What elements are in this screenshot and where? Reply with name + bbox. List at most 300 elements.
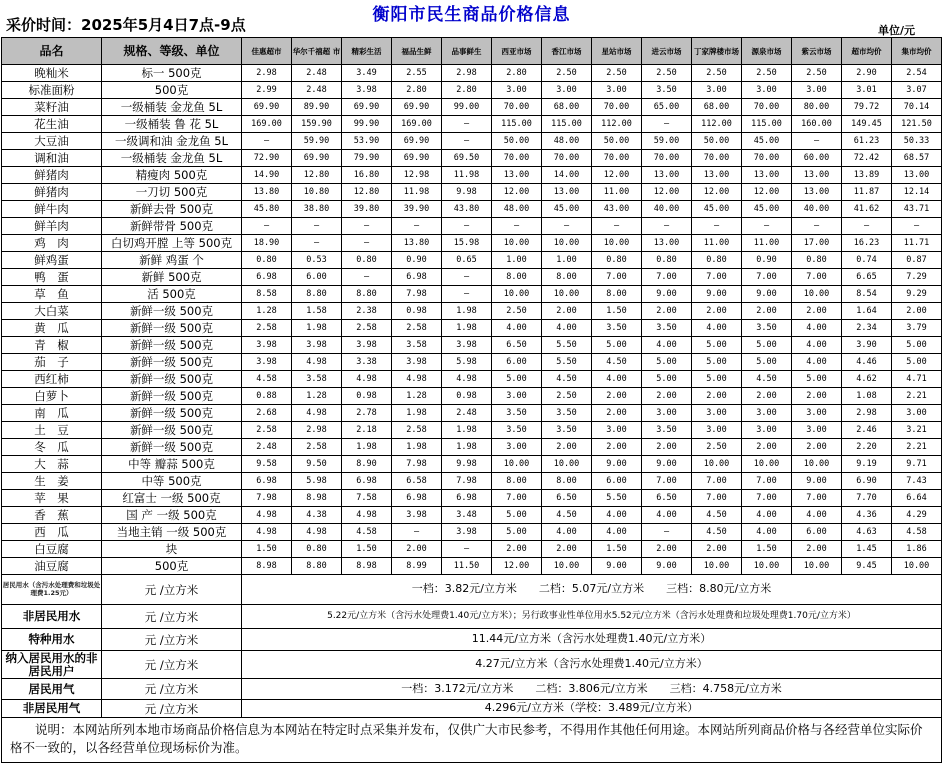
price-cell: – [692, 218, 742, 235]
price-cell: – [642, 524, 692, 541]
price-cell: 5.00 [692, 354, 742, 371]
price-cell: 2.98 [442, 65, 492, 82]
price-cell: 7.58 [342, 490, 392, 507]
price-cell: 4.00 [692, 320, 742, 337]
price-cell: 5.98 [442, 354, 492, 371]
price-cell: 69.90 [292, 150, 342, 167]
product-name-cell: 鲜猪肉 [2, 167, 102, 184]
col-header-store: 超市均价 [842, 38, 892, 65]
price-cell: 2.58 [242, 422, 292, 439]
price-cell: 2.18 [342, 422, 392, 439]
price-cell: 3.00 [492, 439, 542, 456]
price-cell: 2.48 [442, 405, 492, 422]
price-cell: 4.00 [742, 507, 792, 524]
price-cell: 2.00 [542, 541, 592, 558]
price-cell: 59.90 [292, 133, 342, 150]
product-row [2, 269, 942, 286]
price-cell: 4.98 [292, 354, 342, 371]
product-row [2, 456, 942, 473]
price-cell: 9.98 [442, 456, 492, 473]
price-cell: 3.98 [292, 337, 342, 354]
price-cell: 0.98 [442, 388, 492, 405]
price-cell: 13.00 [742, 167, 792, 184]
product-name-cell: 西 瓜 [2, 524, 102, 541]
price-cell: 2.98 [292, 422, 342, 439]
product-spec-cell: 新鲜一级 500克 [102, 371, 242, 388]
col-header-store: 进云市场 [642, 38, 692, 65]
price-cell: 4.98 [392, 371, 442, 388]
price-cell: 70.00 [592, 150, 642, 167]
price-cell: 4.98 [442, 371, 492, 388]
price-cell: – [242, 133, 292, 150]
product-name-cell: 黄 瓜 [2, 320, 102, 337]
price-cell: 6.50 [492, 337, 542, 354]
price-cell: 48.00 [542, 133, 592, 150]
price-cell: 0.80 [692, 252, 742, 269]
price-cell: 41.62 [842, 201, 892, 218]
price-cell: 2.50 [492, 303, 542, 320]
price-cell: 0.80 [642, 252, 692, 269]
product-spec-cell: 新鲜 500克 [102, 269, 242, 286]
price-cell: 2.55 [392, 65, 442, 82]
price-cell: 79.90 [342, 150, 392, 167]
price-cell: 4.46 [842, 354, 892, 371]
product-row [2, 354, 942, 371]
price-cell: 1.28 [242, 303, 292, 320]
col-header-store: 西亚市场 [492, 38, 542, 65]
price-cell: 99.90 [342, 116, 392, 133]
price-cell: 1.98 [392, 405, 442, 422]
product-spec-cell: 新鲜一级 500克 [102, 422, 242, 439]
price-cell: 14.90 [242, 167, 292, 184]
utility-value-cell: 4.296元/立方米（学校：3.489元/立方米） [242, 700, 942, 718]
price-cell: 2.00 [642, 541, 692, 558]
price-cell: 7.98 [392, 286, 442, 303]
price-cell: 3.49 [342, 65, 392, 82]
product-name-cell: 鲜猪肉 [2, 184, 102, 201]
price-cell: 1.98 [292, 320, 342, 337]
price-cell: 3.98 [342, 82, 392, 99]
price-cell: 4.50 [542, 507, 592, 524]
price-cell: 13.00 [542, 184, 592, 201]
price-cell: 3.00 [892, 405, 942, 422]
price-cell: 40.00 [642, 201, 692, 218]
price-cell: 61.23 [842, 133, 892, 150]
price-cell: 3.50 [542, 405, 592, 422]
price-cell: 69.90 [342, 99, 392, 116]
price-time-label: 采价时间：2025年5月4日7点-9点 [6, 16, 246, 34]
product-row [2, 507, 942, 524]
price-cell: 1.98 [392, 439, 442, 456]
price-cell: 5.00 [742, 337, 792, 354]
price-cell: 50.33 [892, 133, 942, 150]
price-cell: 0.88 [242, 388, 292, 405]
utility-unit-cell: 元 /立方米 [102, 679, 242, 700]
price-cell: 7.70 [842, 490, 892, 507]
price-cell: 3.58 [392, 337, 442, 354]
price-cell: 6.00 [292, 269, 342, 286]
product-name-cell: 生 姜 [2, 473, 102, 490]
price-cell: 39.90 [392, 201, 442, 218]
price-cell: 5.00 [492, 371, 542, 388]
price-cell: 10.00 [542, 286, 592, 303]
price-cell: 1.50 [342, 541, 392, 558]
price-cell: 3.98 [392, 354, 442, 371]
price-cell: – [842, 218, 892, 235]
price-cell: 1.86 [892, 541, 942, 558]
price-cell: 6.00 [492, 354, 542, 371]
price-cell: 4.36 [842, 507, 892, 524]
price-cell: 50.00 [492, 133, 542, 150]
price-cell: 6.98 [392, 269, 442, 286]
utility-unit-cell: 元 /立方米 [102, 575, 242, 605]
price-cell: 10.00 [792, 286, 842, 303]
price-cell: 60.00 [792, 150, 842, 167]
price-cell: 11.71 [892, 235, 942, 252]
product-spec-cell: 中等 500克 [102, 473, 242, 490]
price-cell: 10.00 [742, 456, 792, 473]
utility-unit-cell: 元 /立方米 [102, 651, 242, 679]
price-cell: — [442, 133, 492, 150]
price-cell: 12.00 [492, 184, 542, 201]
price-table [1, 37, 942, 718]
utility-value-cell: 一档：3.172元/立方米 二档：3.806元/立方米 三档：4.758元/立方米 [242, 679, 942, 700]
product-row [2, 252, 942, 269]
price-cell: 2.00 [692, 541, 742, 558]
price-cell: 3.00 [492, 388, 542, 405]
price-cell: 18.90 [242, 235, 292, 252]
price-cell: 3.00 [792, 422, 842, 439]
price-cell: 69.50 [442, 150, 492, 167]
price-cell: 6.98 [442, 490, 492, 507]
price-cell: 5.50 [542, 354, 592, 371]
price-cell: 0.98 [342, 388, 392, 405]
page-title: 衡阳市民生商品价格信息 [372, 5, 571, 25]
price-cell: 6.98 [242, 269, 292, 286]
price-cell: 3.07 [892, 82, 942, 99]
product-row [2, 167, 942, 184]
price-cell: 10.00 [742, 558, 792, 575]
col-header-store: 紫云市场 [792, 38, 842, 65]
price-cell: 4.98 [242, 507, 292, 524]
price-cell: 2.58 [392, 422, 442, 439]
price-cell: 45.00 [542, 201, 592, 218]
product-name-cell: 鲜鸡蛋 [2, 252, 102, 269]
price-cell: 0.53 [292, 252, 342, 269]
price-cell: 3.98 [392, 507, 442, 524]
price-cell: 12.00 [592, 167, 642, 184]
price-cell: 13.00 [892, 167, 942, 184]
price-cell: 1.98 [342, 439, 392, 456]
price-cell: 3.50 [542, 422, 592, 439]
price-cell: 45.80 [242, 201, 292, 218]
utility-row [2, 700, 942, 718]
product-spec-cell: 500克 [102, 82, 242, 99]
price-cell: 0.80 [242, 252, 292, 269]
price-cell: 70.00 [492, 150, 542, 167]
price-cell: 4.62 [842, 371, 892, 388]
price-cell: 0.80 [592, 252, 642, 269]
price-cell: 8.99 [392, 558, 442, 575]
unit-label: 单位/元 [877, 24, 915, 37]
price-cell: 4.98 [242, 524, 292, 541]
utility-value-cell: 11.44元/立方米（含污水处理费1.40元/立方米） [242, 629, 942, 651]
price-cell: 2.00 [642, 303, 692, 320]
product-row [2, 490, 942, 507]
product-spec-cell: 标一 500克 [102, 65, 242, 82]
col-header-store: 集市均价 [892, 38, 942, 65]
col-header-store: 福品生鲜 [392, 38, 442, 65]
price-cell: 8.90 [342, 456, 392, 473]
utility-row [2, 679, 942, 700]
price-cell: 0.80 [342, 252, 392, 269]
price-cell: 6.58 [392, 473, 442, 490]
price-cell: 12.00 [492, 558, 542, 575]
price-cell: 70.00 [742, 150, 792, 167]
product-spec-cell: 新鲜一级 500克 [102, 303, 242, 320]
price-cell: – [392, 218, 442, 235]
product-name-cell: 青 椒 [2, 337, 102, 354]
price-cell: 2.00 [592, 405, 642, 422]
price-cell: 11.50 [442, 558, 492, 575]
disclaimer-box [1, 718, 942, 763]
product-spec-cell: 国 产 一级 500克 [102, 507, 242, 524]
col-header-product: 品名 [2, 38, 102, 65]
price-cell: 12.80 [292, 167, 342, 184]
price-cell: 12.00 [642, 184, 692, 201]
price-cell: 1.00 [492, 252, 542, 269]
price-cell: 3.21 [892, 422, 942, 439]
price-cell: 0.87 [892, 252, 942, 269]
price-cell: – [342, 235, 392, 252]
price-cell: 2.50 [742, 65, 792, 82]
price-cell: 59.00 [642, 133, 692, 150]
price-cell: 3.00 [792, 405, 842, 422]
price-cell: 79.72 [842, 99, 892, 116]
price-cell: 2.99 [242, 82, 292, 99]
price-cell: 2.50 [792, 65, 842, 82]
price-cell: – [292, 218, 342, 235]
col-header-store: 华尔千禧超 市 [292, 38, 342, 65]
price-cell: 2.00 [792, 541, 842, 558]
product-spec-cell: 新鲜一级 500克 [102, 439, 242, 456]
price-cell: 69.90 [392, 99, 442, 116]
product-spec-cell: 活 500克 [102, 286, 242, 303]
price-cell: 2.20 [842, 439, 892, 456]
price-cell: 10.00 [542, 558, 592, 575]
product-row [2, 133, 942, 150]
price-cell: 0.80 [292, 541, 342, 558]
price-cell: 4.00 [792, 337, 842, 354]
price-cell: 80.00 [792, 99, 842, 116]
price-cell: 2.48 [242, 439, 292, 456]
price-cell: 7.00 [692, 269, 742, 286]
product-row [2, 524, 942, 541]
product-row [2, 405, 942, 422]
price-cell: 3.00 [692, 405, 742, 422]
price-cell: 4.00 [742, 524, 792, 541]
price-cell: 4.58 [242, 371, 292, 388]
price-cell: 2.58 [392, 320, 442, 337]
price-cell: 16.80 [342, 167, 392, 184]
price-cell: 2.00 [792, 388, 842, 405]
price-cell: 6.00 [792, 524, 842, 541]
col-header-store: 丁家牌楼市场 [692, 38, 742, 65]
price-cell: 7.00 [592, 269, 642, 286]
price-cell: 7.00 [692, 473, 742, 490]
price-cell: 10.00 [692, 456, 742, 473]
price-cell: 6.50 [642, 490, 692, 507]
col-header-store: 品事鲜生 [442, 38, 492, 65]
price-cell: 5.00 [492, 507, 542, 524]
price-cell: 17.00 [792, 235, 842, 252]
price-cell: 1.64 [842, 303, 892, 320]
price-cell: 4.29 [892, 507, 942, 524]
product-name-cell: 调和油 [2, 150, 102, 167]
price-cell: – [492, 218, 542, 235]
price-cell: 14.00 [542, 167, 592, 184]
product-row [2, 150, 942, 167]
price-cell: 3.98 [442, 524, 492, 541]
price-cell: 3.00 [742, 422, 792, 439]
product-row [2, 218, 942, 235]
price-cell: 7.00 [792, 490, 842, 507]
price-cell: – [592, 218, 642, 235]
price-cell: 3.50 [492, 422, 542, 439]
price-cell: 169.00 [242, 116, 292, 133]
price-cell: 0.98 [392, 303, 442, 320]
price-cell: 3.98 [342, 337, 392, 354]
price-cell: 1.28 [392, 388, 442, 405]
price-cell: 5.00 [892, 354, 942, 371]
price-cell: 7.98 [242, 490, 292, 507]
product-name-cell: 香 蕉 [2, 507, 102, 524]
price-cell: 65.00 [642, 99, 692, 116]
price-cell: 3.00 [492, 82, 542, 99]
price-cell: 0.74 [842, 252, 892, 269]
product-name-cell: 白豆腐 [2, 541, 102, 558]
price-cell: 11.98 [442, 167, 492, 184]
price-cell: 8.98 [242, 558, 292, 575]
product-name-cell: 大 蒜 [2, 456, 102, 473]
price-cell: – [892, 218, 942, 235]
product-spec-cell: 红富士 一级 500克 [102, 490, 242, 507]
price-cell: – [292, 235, 342, 252]
utility-name-cell: 非居民用气 [2, 700, 102, 718]
price-cell: 6.98 [242, 473, 292, 490]
price-cell: 11.00 [692, 235, 742, 252]
product-row [2, 184, 942, 201]
price-cell: 10.00 [792, 456, 842, 473]
price-cell: 4.00 [542, 320, 592, 337]
price-cell: 4.00 [542, 524, 592, 541]
price-cell: 10.00 [492, 235, 542, 252]
product-row [2, 235, 942, 252]
price-cell: 2.00 [742, 388, 792, 405]
product-name-cell: 大白菜 [2, 303, 102, 320]
price-cell: 2.00 [542, 303, 592, 320]
price-cell: 112.00 [692, 116, 742, 133]
price-cell: 2.50 [692, 439, 742, 456]
price-cell: 43.71 [892, 201, 942, 218]
price-cell: 112.00 [592, 116, 642, 133]
price-cell: 1.50 [742, 541, 792, 558]
price-cell: 70.00 [642, 150, 692, 167]
price-cell: 4.00 [592, 524, 642, 541]
price-cell: 8.00 [592, 286, 642, 303]
product-row [2, 116, 942, 133]
price-cell: 2.50 [692, 65, 742, 82]
price-cell: 70.00 [542, 150, 592, 167]
price-cell: 9.71 [892, 456, 942, 473]
price-cell: 9.19 [842, 456, 892, 473]
price-cell: 3.00 [592, 82, 642, 99]
price-cell: 3.00 [792, 82, 842, 99]
price-cell: 1.98 [442, 303, 492, 320]
col-header-store: 源泉市场 [742, 38, 792, 65]
price-cell: 6.90 [842, 473, 892, 490]
product-name-cell: 草 鱼 [2, 286, 102, 303]
price-cell: 2.48 [292, 82, 342, 99]
price-cell: 69.90 [242, 99, 292, 116]
price-cell: 8.00 [492, 269, 542, 286]
price-cell: 1.50 [592, 303, 642, 320]
utility-unit-cell: 元 /立方米 [102, 605, 242, 629]
price-cell: 9.50 [292, 456, 342, 473]
price-cell: 68.57 [892, 150, 942, 167]
product-name-cell: 油豆腐 [2, 558, 102, 575]
product-name-cell: 冬 瓜 [2, 439, 102, 456]
product-row [2, 320, 942, 337]
price-cell: 43.80 [442, 201, 492, 218]
price-cell: 3.50 [492, 405, 542, 422]
price-cell: 3.50 [742, 320, 792, 337]
price-cell: 4.50 [742, 371, 792, 388]
price-cell: 4.50 [542, 371, 592, 388]
price-cell: 12.00 [692, 184, 742, 201]
utility-row [2, 629, 942, 651]
price-cell: 7.43 [892, 473, 942, 490]
price-cell: 45.00 [742, 201, 792, 218]
price-cell: 43.00 [592, 201, 642, 218]
price-cell: 39.80 [342, 201, 392, 218]
price-cell: 9.58 [242, 456, 292, 473]
price-cell: 2.34 [842, 320, 892, 337]
price-cell: — [442, 116, 492, 133]
price-cell: 11.00 [592, 184, 642, 201]
product-name-cell: 鸡 肉 [2, 235, 102, 252]
price-cell: 13.00 [492, 167, 542, 184]
price-cell: 68.00 [692, 99, 742, 116]
price-cell: 2.50 [542, 65, 592, 82]
price-cell: 7.00 [742, 490, 792, 507]
price-cell: 2.00 [392, 541, 442, 558]
price-cell: 4.63 [842, 524, 892, 541]
price-cell: 2.98 [242, 65, 292, 82]
price-cell: 1.28 [292, 388, 342, 405]
price-cell: 3.98 [442, 337, 492, 354]
price-cell: 2.58 [242, 320, 292, 337]
price-cell: 8.80 [342, 286, 392, 303]
price-cell: 13.00 [792, 184, 842, 201]
product-row [2, 541, 942, 558]
price-cell: 3.01 [842, 82, 892, 99]
price-cell: 2.00 [792, 439, 842, 456]
product-spec-cell: 块 [102, 541, 242, 558]
price-cell: 4.00 [642, 507, 692, 524]
price-cell: 4.58 [342, 524, 392, 541]
product-name-cell: 花生油 [2, 116, 102, 133]
